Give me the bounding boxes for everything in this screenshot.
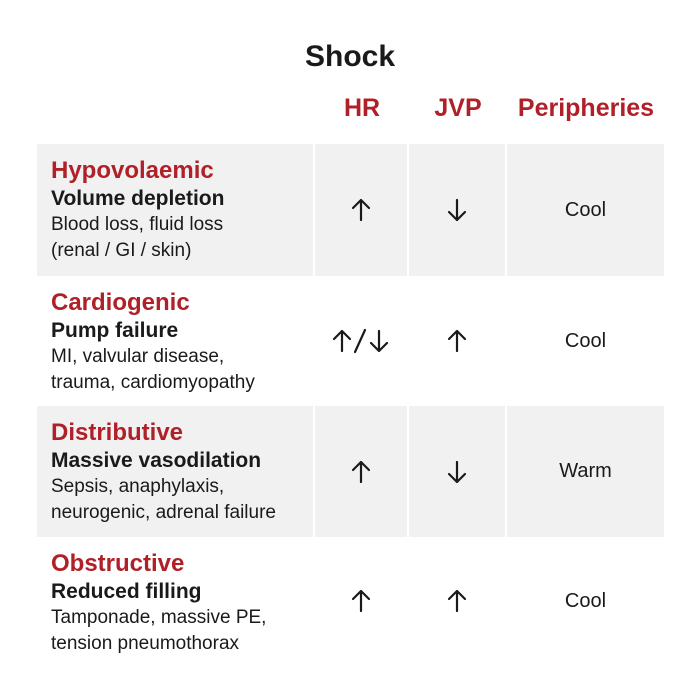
causes-line: MI, valvular disease, <box>51 346 225 367</box>
row-description <box>37 406 313 537</box>
up-icon <box>350 197 372 223</box>
causes-line: trauma, cardiomyopathy <box>51 372 255 393</box>
down-icon <box>446 459 468 485</box>
hr-cell <box>315 406 407 537</box>
hr-cell <box>315 144 407 276</box>
hr-cell <box>315 537 407 665</box>
peripheries-cell: Warm <box>507 406 664 537</box>
causes-line: Sepsis, anaphylaxis, <box>51 476 225 497</box>
jvp-cell <box>409 144 505 276</box>
down-icon <box>446 197 468 223</box>
row-description <box>37 537 313 665</box>
peripheries-cell: Cool <box>507 537 664 665</box>
up-icon <box>350 459 372 485</box>
shock-type-label: Cardiogenic <box>51 289 190 316</box>
mechanism-label: Pump failure <box>51 319 179 342</box>
column-header-peripheries: Peripheries <box>517 94 655 122</box>
table-row-distributive <box>37 406 664 537</box>
row-description <box>37 144 313 276</box>
shock-type-label: Hypovolaemic <box>51 157 214 184</box>
jvp-cell <box>409 537 505 665</box>
row-description <box>37 276 313 406</box>
up-icon <box>350 588 372 614</box>
mechanism-label: Reduced filling <box>51 580 202 603</box>
causes-line: Tamponade, massive PE, <box>51 607 267 628</box>
table-title: Shock <box>304 40 396 73</box>
causes-line: Blood loss, fluid loss <box>51 214 224 235</box>
causes-line: tension pneumothorax <box>51 633 240 654</box>
up-down-icon <box>331 328 391 354</box>
jvp-cell <box>409 406 505 537</box>
peripheries-cell: Cool <box>507 144 664 276</box>
table-row-obstructive <box>37 537 664 665</box>
table-row-hypovolaemic <box>37 144 664 276</box>
up-icon <box>446 588 468 614</box>
causes-line: (renal / GI / skin) <box>51 240 192 261</box>
mechanism-label: Massive vasodilation <box>51 449 262 472</box>
peripheries-cell: Cool <box>507 276 664 406</box>
hr-cell <box>315 276 407 406</box>
up-icon <box>446 328 468 354</box>
causes-line: neurogenic, adrenal failure <box>51 502 276 523</box>
shock-type-label: Obstructive <box>51 550 185 577</box>
shock-type-label: Distributive <box>51 419 184 446</box>
jvp-cell <box>409 276 505 406</box>
column-header-hr: HR <box>343 94 381 122</box>
table-row-cardiogenic <box>37 276 664 406</box>
column-header-jvp: JVP <box>434 94 482 122</box>
mechanism-label: Volume depletion <box>51 187 225 210</box>
